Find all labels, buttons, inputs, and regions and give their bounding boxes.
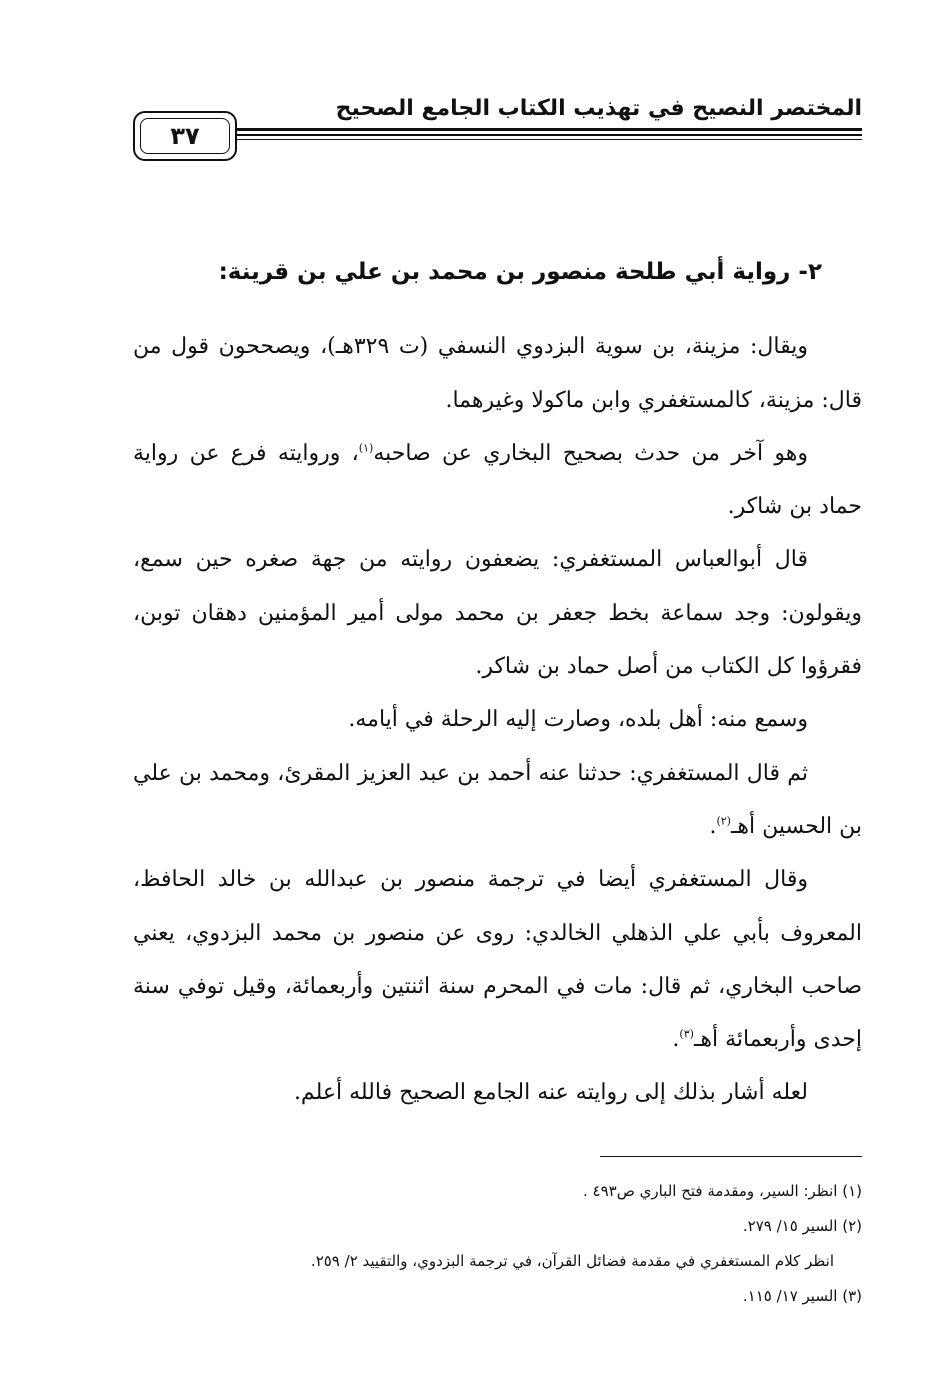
footnote-ref: (٣) — [679, 1027, 694, 1041]
paragraph: قال أبوالعباس المستغفري: يضعفون روايته من جهة صغره حين سمع، ويقولون: وجد سماعة بخط جعفر بن محمد مولى أمير المؤمنين دهقان توبن، فقرؤوا كل الكتاب من أصل حماد بن شاكر. — [133, 547, 862, 680]
main-text — [133, 246, 862, 1120]
page-number: ٣٧ — [140, 118, 230, 154]
header-rule — [236, 134, 862, 136]
paragraph-text: ثم قال المستغفري: حدثنا عنه أحمد بن عبد العزيز المقرئ، ومحمد بن علي بن الحسين أهـ — [133, 760, 862, 839]
paragraph: وسمع منه: أهل بلده، وصارت إليه الرحلة في أيامه. — [348, 707, 808, 733]
footnote-continuation: انظر كلام المستغفري في مقدمة فضائل القرآن، في ترجمة البزدوي، والتقييد ٢/ ٢٥٩. — [310, 1252, 834, 1270]
header-rule — [236, 139, 862, 140]
paragraph — [133, 747, 862, 854]
header-rule — [236, 128, 862, 131]
paragraph: لعله أشار بذلك إلى روايته عنه الجامع الصحيح فالله أعلم. — [293, 1080, 808, 1106]
footnote: (٣) السير ١٧/ ١١٥. — [742, 1287, 862, 1305]
page-number-frame — [133, 111, 237, 161]
paragraph — [133, 853, 862, 1066]
footnotes — [133, 1174, 862, 1314]
footnote-ref: (٢) — [716, 814, 731, 828]
footnote: (٢) السير ١٥/ ٢٧٩. — [742, 1217, 862, 1235]
paragraph-text: وقال المستغفري أيضا في ترجمة منصور بن عبدالله بن خالد الحافظ، المعروف بأبي علي الذهلي الخالدي: روى عن منصور بن محمد البزدوي، يعني صاحب البخاري، ثم قال: مات في المحرم سنة اثنتين وأربعمائة، وقيل توفي سنة إحدى وأربعمائة أهـ — [133, 867, 862, 1053]
paragraph-text: ، وروايته فرع عن رواية حماد بن شاكر. — [133, 440, 862, 520]
paragraph-text: . — [672, 1027, 680, 1053]
paragraph — [133, 427, 862, 534]
running-header-title: المختصر النصيح في تهذيب الكتاب الجامع الصحيح — [335, 96, 862, 121]
section-heading: ٢- رواية أبي طلحة منصور بن محمد بن علي بن قرينة: — [218, 259, 822, 285]
footnote-separator — [600, 1156, 862, 1157]
paragraph: ويقال: مزينة، بن سوية البزدوي النسفي (ت ٣٢٩هـ)، ويصححون قول من قال: مزينة، كالمستغفري وابن ماكولا وغيرهما. — [133, 334, 862, 413]
footnote-ref: (١) — [358, 441, 374, 455]
paragraph-text: . — [709, 813, 717, 839]
footnote: (١) انظر: السير، ومقدمة فتح الباري ص٤٩٣ . — [583, 1182, 862, 1200]
paragraph-text: وهو آخر من حدث بصحيح البخاري عن صاحبه — [373, 440, 808, 466]
